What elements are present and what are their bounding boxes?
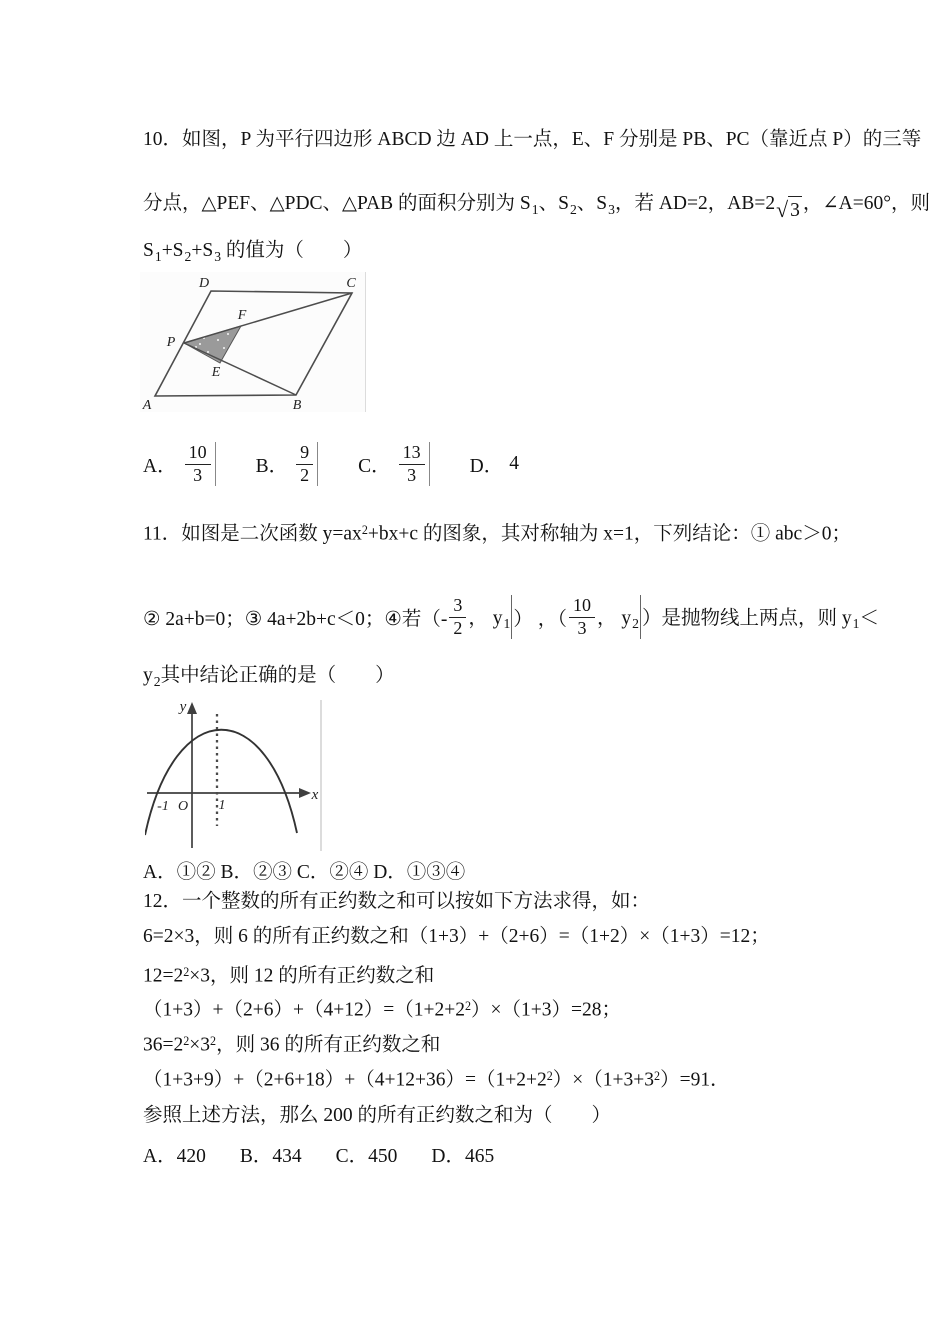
q12-line4-text: ）×（1+3）=28； bbox=[471, 999, 622, 1021]
q12-option-a: A．420 bbox=[143, 1146, 206, 1167]
label-y-axis: y bbox=[179, 699, 187, 715]
x-axis-arrow bbox=[299, 788, 311, 798]
q12-options bbox=[143, 1140, 494, 1168]
q11-line2-text: ， y bbox=[597, 607, 632, 629]
fraction bbox=[399, 442, 430, 487]
parabola-figure bbox=[145, 698, 325, 854]
fraction-numerator: 10 bbox=[185, 442, 211, 465]
y-axis-arrow bbox=[187, 702, 197, 714]
q12-line6-text: （1+3+9）+（2+6+18）+（4+12+36）=（1+2+2 bbox=[143, 1069, 547, 1091]
superscript: 2 bbox=[210, 1034, 217, 1048]
q11-line2-text bbox=[642, 602, 879, 633]
subscript: 1 bbox=[154, 248, 162, 264]
q11-line1-text: +bx+c 的图象，其对称轴为 x=1，下列结论：① abc＞0； bbox=[367, 523, 851, 545]
label-neg-one: -1 bbox=[157, 799, 169, 814]
subscript: 2 bbox=[153, 673, 161, 689]
label-x-axis: x bbox=[311, 787, 319, 803]
superscript: 2 bbox=[546, 1069, 553, 1083]
label-one: 1 bbox=[218, 798, 226, 813]
segment-PC bbox=[184, 293, 352, 343]
q12-line2: 6=2×3，则 6 的所有正约数之和（1+3）+（2+6）=（1+2）×（1+3）=12； bbox=[143, 926, 770, 947]
q12-line6 bbox=[143, 1062, 730, 1094]
label-E: E bbox=[211, 365, 221, 380]
subscript: 1 bbox=[852, 616, 860, 632]
segment-PB bbox=[184, 343, 296, 395]
q10-line2-text: ，∠A=60°，则 bbox=[802, 193, 931, 214]
subscript: 1 bbox=[531, 201, 539, 217]
equation-cursor-bar bbox=[640, 595, 641, 639]
q12-line4-text: （1+3）+（2+6）+（4+12）=（1+2+2 bbox=[143, 999, 465, 1021]
q12-line5-text: 36=2 bbox=[143, 1034, 184, 1056]
parallelogram-figure bbox=[140, 272, 366, 412]
option-value: 4 bbox=[509, 453, 519, 474]
label-A: A bbox=[142, 398, 152, 412]
sqrt-radicand: 3 bbox=[788, 196, 802, 225]
label-D: D bbox=[198, 276, 210, 291]
option-label: C． bbox=[358, 456, 391, 477]
fraction-denominator: 2 bbox=[453, 617, 463, 638]
q12-option-b: B．434 bbox=[239, 1146, 302, 1167]
q10-line3-text: +S bbox=[161, 240, 184, 261]
q11-line3-text: y bbox=[143, 665, 153, 686]
q12-line7: 参照上述方法，那么 200 的所有正约数之和为（ ） bbox=[143, 1105, 612, 1126]
superscript: 2 bbox=[361, 523, 368, 537]
q10-line2 bbox=[143, 188, 930, 224]
subscript: 3 bbox=[214, 248, 222, 264]
label-origin: O bbox=[177, 799, 189, 814]
subscript: 2 bbox=[184, 248, 192, 264]
q12-line6-text: ）=91． bbox=[660, 1069, 730, 1091]
fraction-numerator: 13 bbox=[399, 442, 425, 465]
q10-line3-text: +S bbox=[191, 240, 214, 261]
fraction-denominator: 3 bbox=[193, 464, 203, 485]
fraction-denominator: 3 bbox=[577, 617, 587, 638]
label-B: B bbox=[292, 398, 302, 412]
q11-line3-text: 其中结论正确的是（ ） bbox=[160, 665, 395, 686]
q12-line4 bbox=[143, 992, 621, 1024]
option-label: B． bbox=[255, 456, 289, 477]
fraction-denominator: 3 bbox=[407, 464, 417, 485]
option-label: D． bbox=[469, 456, 504, 477]
q11-line2-text: ） ，（ bbox=[513, 609, 568, 630]
q11-line3 bbox=[143, 662, 395, 696]
q10-line2-text: 分点，△PEF、△PDC、△PAB 的面积分别为 S bbox=[143, 193, 531, 214]
q10-option-c bbox=[358, 442, 432, 487]
option-label: A． bbox=[143, 456, 177, 477]
superscript: 2 bbox=[183, 965, 190, 979]
q10-line3-text: 的值为（ ） bbox=[221, 240, 363, 261]
q10-option-d bbox=[470, 450, 519, 478]
q11-line2-text: ）是抛物线上两点，则 y bbox=[641, 607, 852, 629]
fraction-numerator: 3 bbox=[449, 595, 466, 618]
q10-line2-text: 、S bbox=[576, 193, 608, 214]
q12-line5 bbox=[143, 1027, 440, 1059]
superscript: 2 bbox=[183, 1034, 190, 1048]
fraction bbox=[296, 442, 318, 487]
fraction-numerator: 9 bbox=[296, 442, 313, 465]
q12-line3-text: 12=2 bbox=[143, 965, 184, 987]
subscript: 1 bbox=[503, 616, 511, 632]
q11-line2-text bbox=[597, 602, 639, 633]
q10-line2-text: 、S bbox=[538, 193, 569, 214]
fraction bbox=[569, 595, 595, 640]
q10-line3-text: S bbox=[143, 240, 154, 261]
q10-options bbox=[143, 438, 519, 490]
superscript: 2 bbox=[464, 999, 472, 1013]
parallelogram-svg bbox=[140, 272, 365, 412]
subscript: 3 bbox=[608, 201, 615, 217]
parabola-svg bbox=[145, 698, 325, 854]
q10-option-a bbox=[143, 442, 218, 487]
q10-line2-text: ，若 AD=2，AB=2 bbox=[614, 193, 776, 214]
sqrt-radical bbox=[776, 195, 802, 225]
q12-line3 bbox=[143, 958, 434, 990]
subscript: 2 bbox=[632, 616, 639, 632]
q10-line1: 10．如图，P 为平行四边形 ABCD 边 AD 上一点，E、F 分别是 PB、PC（靠近点 P）的三等 bbox=[143, 129, 922, 150]
label-F: F bbox=[237, 308, 247, 323]
fraction bbox=[185, 442, 216, 487]
fraction bbox=[449, 595, 466, 640]
q12-line5-text: ×3 bbox=[189, 1034, 211, 1056]
q11-line1-text: 11．如图是二次函数 y=ax bbox=[143, 523, 362, 545]
q11-line2-text: ② 2a+b=0；③ 4a+2b+c＜0；④若（- bbox=[143, 609, 448, 630]
q10-line3 bbox=[143, 237, 362, 271]
superscript: 2 bbox=[654, 1069, 661, 1083]
label-C: C bbox=[346, 276, 356, 291]
q11-line1 bbox=[143, 516, 851, 548]
q11-options: A．①② B．②③ C．②④ D．①③④ bbox=[143, 862, 466, 883]
sqrt-sign: √ bbox=[776, 198, 789, 222]
q12-line5-text: ，则 36 的所有正约数之和 bbox=[216, 1034, 441, 1056]
q12-line6-text: ）×（1+3+3 bbox=[552, 1069, 655, 1091]
q11-line2-text bbox=[468, 602, 510, 633]
subscript: 2 bbox=[569, 201, 577, 217]
q12-option-c: C．450 bbox=[335, 1146, 398, 1167]
q12-option-d: D．465 bbox=[431, 1146, 495, 1167]
q12-line3-text: ×3，则 12 的所有正约数之和 bbox=[189, 965, 435, 987]
parabola-curve bbox=[145, 730, 297, 835]
equation-cursor-bar bbox=[511, 595, 512, 639]
q12-line1: 12．一个整数的所有正约数之和可以按如下方法求得，如： bbox=[143, 891, 651, 912]
q11-line2-text: ＜ bbox=[859, 607, 879, 629]
q11-line2 bbox=[143, 586, 879, 648]
fraction-numerator: 10 bbox=[569, 595, 595, 618]
fraction-denominator: 2 bbox=[300, 464, 310, 485]
q10-option-b bbox=[256, 442, 321, 487]
q11-line2-text: ， y bbox=[468, 607, 503, 629]
label-P: P bbox=[166, 335, 176, 350]
